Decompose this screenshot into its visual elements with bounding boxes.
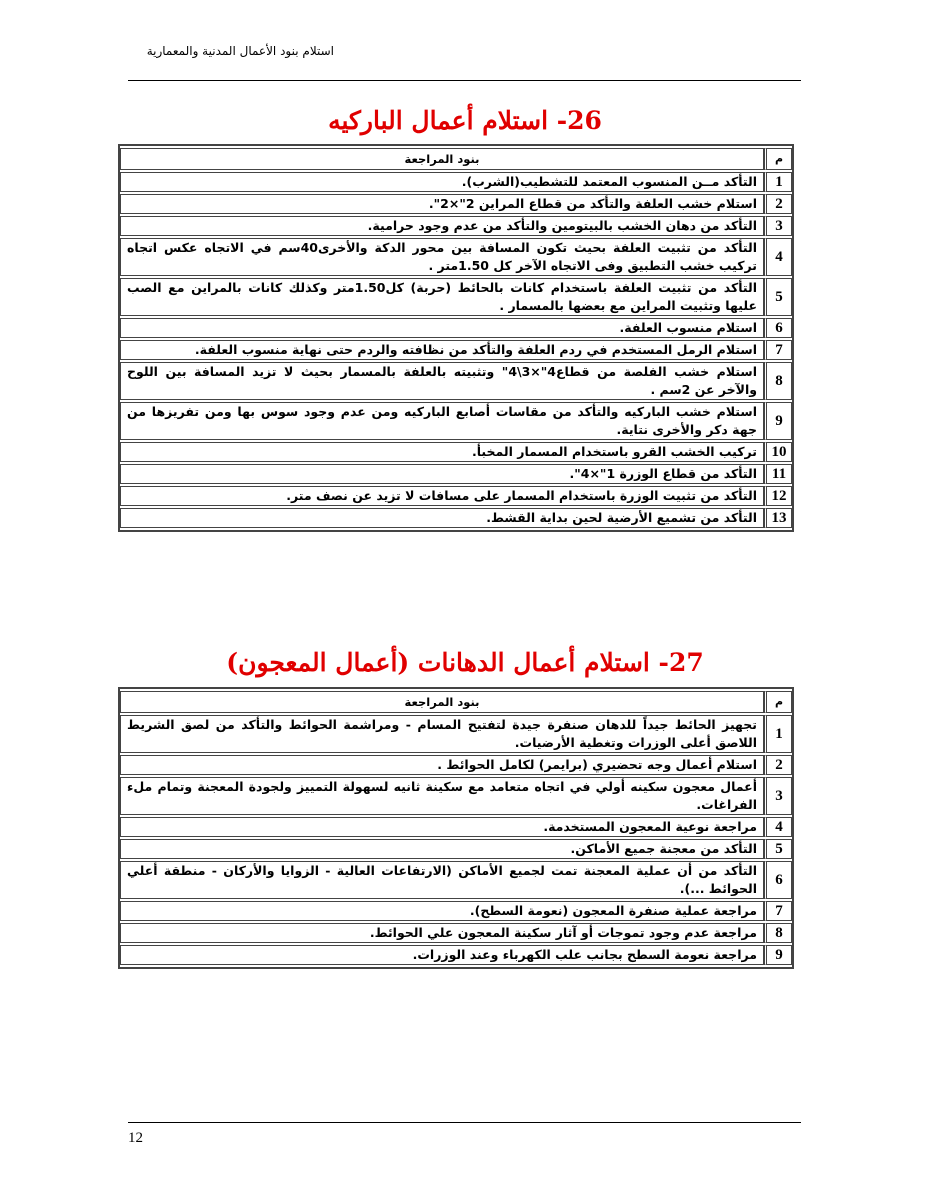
row-number: 5 bbox=[764, 278, 792, 316]
row-number: 7 bbox=[764, 340, 792, 360]
row-number: 5 bbox=[764, 839, 792, 859]
row-number: 1 bbox=[764, 715, 792, 753]
row-text: استلام منسوب العلفة. bbox=[120, 318, 764, 338]
column-header-items: بنود المراجعة bbox=[120, 148, 764, 170]
page-header-title: استلام بنود الأعمال المدنية والمعمارية bbox=[146, 44, 334, 58]
row-text: استلام خشب الفلصة من قطاع4"×3\4" وتثبيته بالعلفة بالمسمار بحيث لا تزيد المسافة بين اللوح والآخر عن 2سم . bbox=[120, 362, 764, 400]
row-number: 11 bbox=[764, 464, 792, 484]
table-row bbox=[120, 172, 792, 192]
row-number: 12 bbox=[764, 486, 792, 506]
table-row bbox=[120, 238, 792, 276]
painting-review-table bbox=[118, 687, 794, 969]
section-27-title: 27- استلام أعمال الدهانات (أعمال المعجون) bbox=[226, 648, 704, 677]
row-number: 1 bbox=[764, 172, 792, 192]
row-text: التأكد من قطاع الوزرة 1"×4". bbox=[120, 464, 764, 484]
row-text: التأكد من تثبيت العلفة باستخدام كانات بالحائط (حربة) كل1.50متر وكذلك كانات بالمراين مع الصب عليها وتثبيت المراين مع بعضها بالمسمار . bbox=[120, 278, 764, 316]
row-number: 10 bbox=[764, 442, 792, 462]
row-text: مراجعة عدم وجود تموجات أو آثار سكينة المعجون علي الحوائط. bbox=[120, 923, 764, 943]
row-number: 6 bbox=[764, 318, 792, 338]
column-header-number: م bbox=[764, 691, 792, 713]
table-row bbox=[120, 923, 792, 943]
table-row bbox=[120, 318, 792, 338]
row-number: 2 bbox=[764, 755, 792, 775]
row-number: 4 bbox=[764, 238, 792, 276]
table-row bbox=[120, 839, 792, 859]
row-text: مراجعة نوعية المعجون المستخدمة. bbox=[120, 817, 764, 837]
footer-rule bbox=[128, 1122, 801, 1123]
row-text: استلام خشب العلفة والتأكد من قطاع المراين 2"×2". bbox=[120, 194, 764, 214]
column-header-items: بنود المراجعة bbox=[120, 691, 764, 713]
table-row bbox=[120, 340, 792, 360]
row-text: استلام أعمال وجه تحضيري (برايمر) لكامل الحوائط . bbox=[120, 755, 764, 775]
row-text: التأكد مــن المنسوب المعتمد للتشطيب(الشرب). bbox=[120, 172, 764, 192]
row-text: استلام الرمل المستخدم في ردم العلفة والتأكد من نظافته والردم حتى نهاية منسوب العلفة. bbox=[120, 340, 764, 360]
column-header-number: م bbox=[764, 148, 792, 170]
row-number: 2 bbox=[764, 194, 792, 214]
table-row bbox=[120, 216, 792, 236]
row-number: 3 bbox=[764, 216, 792, 236]
row-number: 9 bbox=[764, 402, 792, 440]
table-row bbox=[120, 777, 792, 815]
table-row bbox=[120, 402, 792, 440]
page-number: 12 bbox=[128, 1130, 143, 1146]
row-text: التأكد من دهان الخشب بالبيتومين والتأكد من عدم وجود حرامية. bbox=[120, 216, 764, 236]
row-text: أعمال معجون سكينه أولي في اتجاه متعامد مع سكينة ثانيه لسهولة التمييز ولجودة المعجنة وتمام ملء الفراغات. bbox=[120, 777, 764, 815]
table-header-row bbox=[120, 148, 792, 170]
row-text: التأكد من تثبيت الوزرة باستخدام المسمار على مسافات لا تزيد عن نصف متر. bbox=[120, 486, 764, 506]
row-number: 4 bbox=[764, 817, 792, 837]
row-text: التأكد من معجنة جميع الأماكن. bbox=[120, 839, 764, 859]
table-row bbox=[120, 901, 792, 921]
table-row bbox=[120, 278, 792, 316]
row-number: 3 bbox=[764, 777, 792, 815]
table-row bbox=[120, 464, 792, 484]
row-text: التأكد من تثبيت العلفة بحيث تكون المسافة بين محور الدكة والأخرى40سم في الاتجاه عكس اتجاه تركيب خشب التطبيق وفى الاتجاه الآخر كل 1.50متر . bbox=[120, 238, 764, 276]
row-number: 8 bbox=[764, 923, 792, 943]
table-row bbox=[120, 362, 792, 400]
table-row bbox=[120, 817, 792, 837]
section-26-title: 26- استلام أعمال الباركيه bbox=[328, 106, 602, 135]
table-row bbox=[120, 861, 792, 899]
row-number: 13 bbox=[764, 508, 792, 528]
parquet-review-table bbox=[118, 144, 794, 532]
row-number: 7 bbox=[764, 901, 792, 921]
row-text: التأكد من أن عملية المعجنة تمت لجميع الأماكن (الارتفاعات العالية - الزوايا والأركان - منطقة أعلي الحوائط ...). bbox=[120, 861, 764, 899]
table-row bbox=[120, 945, 792, 965]
row-text: تركيب الخشب القرو باستخدام المسمار المخبأ. bbox=[120, 442, 764, 462]
row-number: 6 bbox=[764, 861, 792, 899]
row-number: 9 bbox=[764, 945, 792, 965]
table-row bbox=[120, 486, 792, 506]
table-header-row bbox=[120, 691, 792, 713]
row-text: تجهيز الحائط جيداً للدهان صنفرة جيدة لتفتيح المسام - ومراشمة الحوائط والتأكد من لصق الشريط اللاصق أعلى الوزرات وتغطية الأرضيات. bbox=[120, 715, 764, 753]
table-row bbox=[120, 194, 792, 214]
table-row bbox=[120, 508, 792, 528]
row-text: التأكد من تشميع الأرضية لحين بداية القشط. bbox=[120, 508, 764, 528]
header-rule bbox=[128, 80, 801, 81]
row-number: 8 bbox=[764, 362, 792, 400]
table-row bbox=[120, 442, 792, 462]
row-text: مراجعة عملية صنفرة المعجون (نعومة السطح). bbox=[120, 901, 764, 921]
row-text: مراجعة نعومة السطح بجانب علب الكهرباء وعند الوزرات. bbox=[120, 945, 764, 965]
table-row bbox=[120, 755, 792, 775]
table-row bbox=[120, 715, 792, 753]
row-text: استلام خشب الباركيه والتأكد من مقاسات أصابع الباركيه ومن عدم وجود سوس بها ومن تفريزها من جهة دكر والأخرى نتاية. bbox=[120, 402, 764, 440]
